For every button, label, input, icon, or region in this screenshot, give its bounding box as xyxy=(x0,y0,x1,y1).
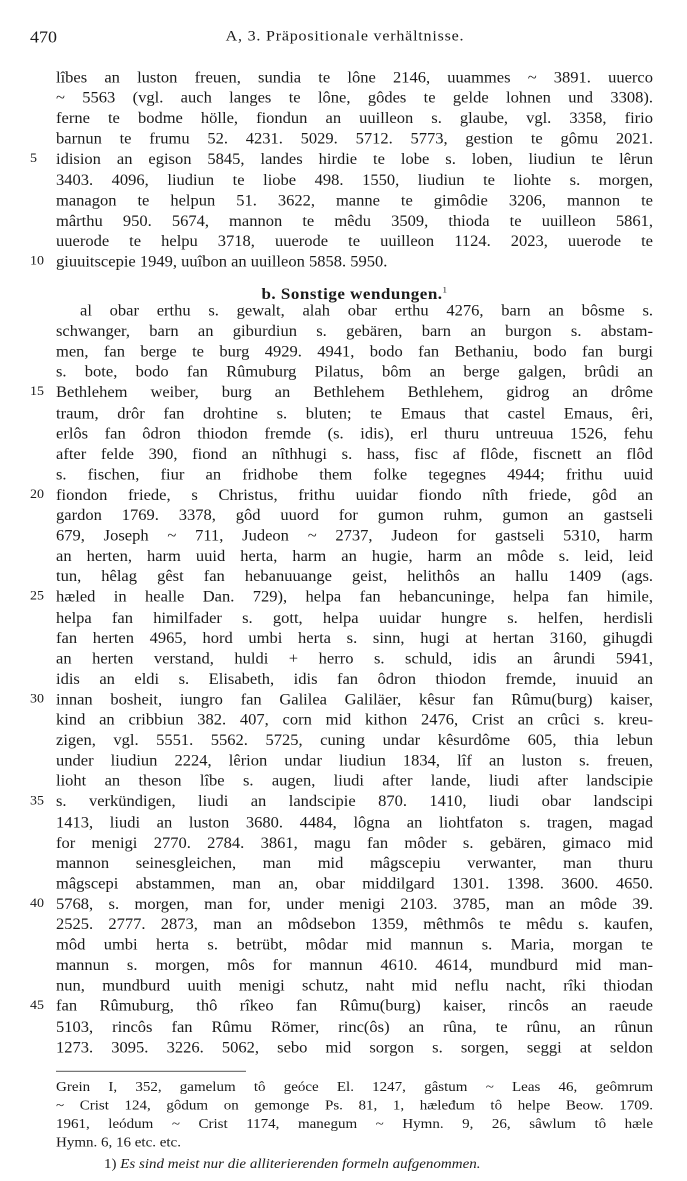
text-line: managon te helpun 51. 3622, manne te gimôdie 3206, mannon te xyxy=(56,191,653,209)
text-line: nun, mundburd uuith menigi schutz, naht mid neflu nacht, rîki thiodan xyxy=(56,976,653,995)
text-line: s. verkündigen, liudi an landscipie 870. 1410, liudi obar landscipi xyxy=(56,792,653,811)
text-line: s. bote, bodo fan Rûmuburg Pilatus, bôm an berge galgen, brûdi an xyxy=(56,363,653,381)
text-line: barnun te frumu 52. 4231. 5029. 5712. 5773, gestion te gômu 2021. xyxy=(56,129,653,148)
text-line: under liudiun 2224, lêrion undar liudiun 1834, lîf an luston s. freuen, xyxy=(56,751,653,770)
line-number: 25 xyxy=(30,589,44,604)
text-line: al obar erthu s. gewalt, alah obar erthu 4276, barn an bôsme s. xyxy=(80,301,653,320)
text-line: ferne te bodme hölle, fiondun an uuilleon s. glaube, vgl. 3358, firio xyxy=(56,109,653,127)
text-line: traum, drôr fan drohtine s. bluten; te Emaus that castel Emaus, êri, xyxy=(56,403,653,422)
line-number: 40 xyxy=(30,896,44,911)
text-line: schwanger, barn an giburdiun s. gebären, barn an burgon s. abstam- xyxy=(56,322,653,340)
text-line: 1413, liudi an luston 3680. 4484, lôgna an liohtfaton s. tragen, magad xyxy=(56,813,653,831)
text-line: fan herten 4965, hord umbi herta s. sinn, hugi at hertan 3160, gihugdi xyxy=(56,628,653,647)
text-line: fiondon friede, s Christus, frithu uuidar fiondo nîth friede, gôd an xyxy=(56,485,653,504)
footnote-text: Es sind meist nur die alliterierenden formeln aufgenommen. xyxy=(120,1156,481,1172)
text-line: erlôs fan ôdron thiodon fremde (s. idis), erl thuru untreuua 1526, fehu xyxy=(56,424,653,443)
text-line: mârthu 950. 5674, mannon te mêdu 3509, thioda te uuilleon 5861, xyxy=(56,211,653,230)
line-number: 5 xyxy=(30,152,37,167)
page-header xyxy=(30,28,660,50)
text-line: 679, Joseph ~ 711, Judeon ~ 2737, Judeon for gastseli 5310, harm xyxy=(56,526,653,545)
text-line: an herten, harm uuid herta, harm an hugie, harm an môde s. leid, leid xyxy=(56,547,653,565)
footnote-number: 1) xyxy=(104,1156,117,1172)
line-number: 45 xyxy=(30,998,44,1013)
text-line: môd umbi herta s. betrübt, môdar mid mannun s. Maria, morgan te xyxy=(56,935,653,954)
page-number: 470 xyxy=(30,27,57,47)
footnote-rule xyxy=(56,1071,246,1072)
footnote-line: Hymn. 6, 16 etc. etc. xyxy=(56,1135,181,1151)
text-line: men, fan berge te burg 4929. 4941, bodo fan Bethaniu, bodo fan burgi xyxy=(56,342,653,361)
text-line: idision an egison 5845, landes hirdie te lobe s. loben, liudiun te lêrun xyxy=(56,150,653,168)
text-line: mâgscepi abstammen, man an, obar middilgard 1301. 1398. 3600. 4650. xyxy=(56,874,653,892)
text-line: fan Rûmuburg, thô rîkeo fan Rûmu(burg) kaiser, rincôs an raeude xyxy=(56,997,653,1015)
line-number: 35 xyxy=(30,794,44,809)
text-line: 5768, s. morgen, man for, under menigi 2103. 3785, man an môde 39. xyxy=(56,894,653,913)
text-line: helpa fan himilfader s. gott, helpa uuidar hungre s. helfen, herdisli xyxy=(56,608,653,627)
text-line: mannon seinesgleichen, man mid mâgscepiu verwanter, man thuru xyxy=(56,853,653,872)
text-line: lîbes an luston freuen, sundia te lône 2146, uuammes ~ 3891. uuerco xyxy=(56,68,653,87)
line-number: 15 xyxy=(30,385,44,400)
text-line: 1273. 3095. 3226. 5062, sebo mid sorgon s. sorgen, seggi at seldon xyxy=(56,1038,653,1056)
text-line: 2525. 2777. 2873, man an môdsebon 1359, mêthmôs te mêdu s. kaufen, xyxy=(56,915,653,933)
text-line: giuuitscepie 1949, uuîbon an uuilleon 5858. 5950. xyxy=(56,252,388,271)
line-number: 20 xyxy=(30,487,44,502)
text-line: Bethlehem weiber, burg an Bethlehem Bethlehem, gidrog an drôme xyxy=(56,383,653,402)
footnote-line: Grein I, 352, gamelum tô geóce El. 1247, gâstum ~ Leas 46, geômrum xyxy=(56,1079,653,1095)
text-line: 3403. 4096, liudiun te liobe 498. 1550, liudiun te liohte s. morgen, xyxy=(56,170,653,189)
text-line: s. fischen, fiur an fridhobe them folke tegegnes 4944; frithu uuid xyxy=(56,465,653,483)
text-line: idis an eldi s. Elisabeth, idis fan ôdron thiodon fremde, inuuid an xyxy=(56,669,653,688)
text-line: after felde 390, fiond an nîthhugi s. hass, fisc af flôde, fiscnett an flôd xyxy=(56,444,653,463)
footnote-line: 1961, leódum ~ Crist 1174, manegum ~ Hymn. 9, 26, sâwlum tô hæle xyxy=(56,1116,653,1132)
running-head: A, 3. Präpositionale verhältnisse. xyxy=(225,28,465,45)
footnote-line: ~ Crist 124, gôdum on gemonge Ps. 81, 1, hæleđum tô helpe Beow. 1709. xyxy=(56,1098,653,1114)
text-line: gardon 1769. 3378, gôd uuord for gumon ruhm, gumon an gastseli xyxy=(56,506,653,524)
text-line: an herten verstand, huldi + herro s. schuld, idis an ârundi 5941, xyxy=(56,649,653,667)
text-line: innan bosheit, iungro fan Galilea Galiläer, kêsur fan Rûmu(burg) kaiser, xyxy=(56,690,653,708)
footnote-marker: 1 xyxy=(442,285,448,295)
section-heading-text: b. Sonstige wendungen. xyxy=(261,285,443,303)
line-number: 10 xyxy=(30,254,44,269)
text-line: 5103, rincôs fan Rûmu Römer, rinc(ôs) an rûna, te rûnu, an rûnun xyxy=(56,1017,653,1036)
text-line: tun, hêlag gêst fan hebanuuange geist, helithôs an hallu 1409 (ags. xyxy=(56,567,653,586)
text-line: kind an cribbiun 382. 407, corn mid kithon 2476, Crist an crûci s. kreu- xyxy=(56,710,653,729)
text-line: ~ 5563 (vgl. auch langes te lône, gôdes te gelde lohnen und 3308). xyxy=(56,88,653,107)
text-line: for menigi 2770. 2784. 3861, magu fan môder s. gebären, gimaco mid xyxy=(56,833,653,852)
text-line: lioht an theson lîbe s. augen, liudi after lande, liudi after landscipie xyxy=(56,772,653,790)
footnote xyxy=(104,1154,664,1174)
text-line: zigen, vgl. 5551. 5562. 5725, cuning undar kêsurdôme 605, thia lebun xyxy=(56,731,653,749)
text-line: uuerode te helpu 3718, uuerode te uuilleon 1124. 2023, uuerode te xyxy=(56,232,653,250)
text-line: mannun s. morgen, môs for mannun 4610. 4614, mundburd mid man- xyxy=(56,956,653,974)
text-line: hæled in healle Dan. 729), helpa fan hebancuninge, helpa fan himile, xyxy=(56,588,653,606)
line-number: 30 xyxy=(30,692,44,707)
